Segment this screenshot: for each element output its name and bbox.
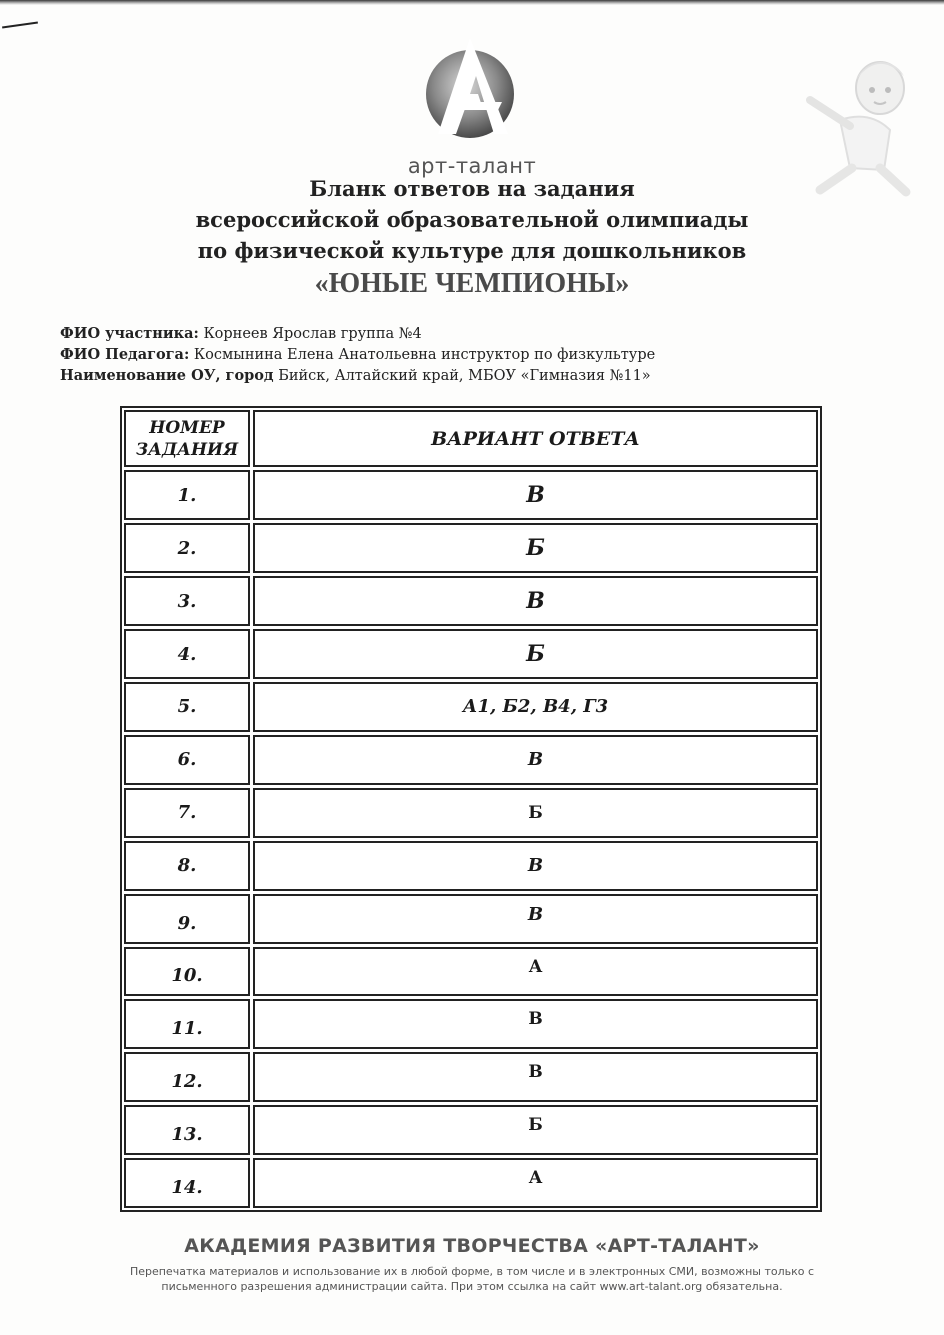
footer-note-line1: Перепечатка материалов и использование их в любой форме, в том числе и в электронных СМИ, возможны только с [129, 1265, 815, 1278]
task-number: 4. [124, 629, 250, 679]
title-line-1: Бланк ответов на задания [309, 176, 635, 201]
task-number: 11. [124, 999, 250, 1049]
table-row [124, 682, 818, 732]
teacher-info [60, 346, 880, 363]
task-answer: В [253, 894, 818, 944]
task-answer: А [253, 1158, 818, 1208]
table-header-row [124, 410, 818, 467]
task-number: 9. [124, 894, 250, 944]
task-answer: Б [253, 1105, 818, 1155]
task-answer: А [253, 947, 818, 997]
table-row [124, 894, 818, 944]
table-row [124, 629, 818, 679]
table-row [124, 947, 818, 997]
participant-label: ФИО участника: [60, 325, 199, 342]
table-row [124, 999, 818, 1049]
task-number: 1. [124, 470, 250, 520]
header-number-line1: НОМЕР [149, 417, 225, 438]
school-value: Бийск, Алтайский край, МБОУ «Гимназия №11» [278, 368, 651, 384]
participant-info [60, 325, 880, 342]
brand-name: арт-талант [407, 154, 537, 178]
scan-mark [2, 22, 38, 29]
scan-edge [0, 0, 944, 5]
table-row [124, 523, 818, 573]
school-info [60, 367, 880, 384]
task-answer: В [253, 735, 818, 785]
task-number: 10. [124, 947, 250, 997]
task-answer: Б [253, 523, 818, 573]
art-talant-logo-icon [420, 36, 520, 142]
header-number-line2: ЗАДАНИЯ [135, 439, 239, 460]
task-number: 5. [124, 682, 250, 732]
task-answer: А1, Б2, В4, Г3 [253, 682, 818, 732]
teacher-value: Космынина Елена Анатольевна инструктор по физкультуре [193, 347, 656, 363]
school-label: Наименование ОУ, город [60, 367, 274, 384]
task-answer: В [253, 470, 818, 520]
table-row [124, 470, 818, 520]
task-number: 12. [124, 1052, 250, 1102]
header-number-cell [124, 410, 250, 467]
task-number: 8. [124, 841, 250, 891]
participant-value: Корнеев Ярослав группа №4 [203, 326, 422, 342]
task-number: 6. [124, 735, 250, 785]
footer-note-line2: письменного разрешения администрации сайта. При этом ссылка на сайт www.art-talant.org обязательна. [161, 1280, 783, 1293]
table-row [124, 1105, 818, 1155]
task-number: 14. [124, 1158, 250, 1208]
task-answer: В [253, 999, 818, 1049]
header-answer-cell: ВАРИАНТ ОТВЕТА [253, 410, 818, 467]
task-number: 3. [124, 576, 250, 626]
table-row [124, 735, 818, 785]
task-answer: В [253, 576, 818, 626]
task-answer: Б [253, 629, 818, 679]
teacher-label: ФИО Педагога: [60, 346, 190, 363]
task-answer: В [253, 1052, 818, 1102]
table-row [124, 788, 818, 838]
table-row [124, 576, 818, 626]
title-line-2: всероссийской образовательной олимпиады [195, 207, 749, 232]
task-answer: В [253, 841, 818, 891]
task-number: 13. [124, 1105, 250, 1155]
task-number: 2. [124, 523, 250, 573]
task-answer: Б [253, 788, 818, 838]
table-row [124, 1158, 818, 1208]
title-line-3: по физической культуре для дошкольников [197, 238, 747, 263]
footer-title: АКАДЕМИЯ РАЗВИТИЯ ТВОРЧЕСТВА «АРТ-ТАЛАНТ» [184, 1235, 760, 1257]
table-row [124, 1052, 818, 1102]
table-row [124, 841, 818, 891]
olympiad-name: «ЮНЫЕ ЧЕМПИОНЫ» [314, 268, 630, 299]
answers-table [120, 406, 822, 1212]
task-number: 7. [124, 788, 250, 838]
